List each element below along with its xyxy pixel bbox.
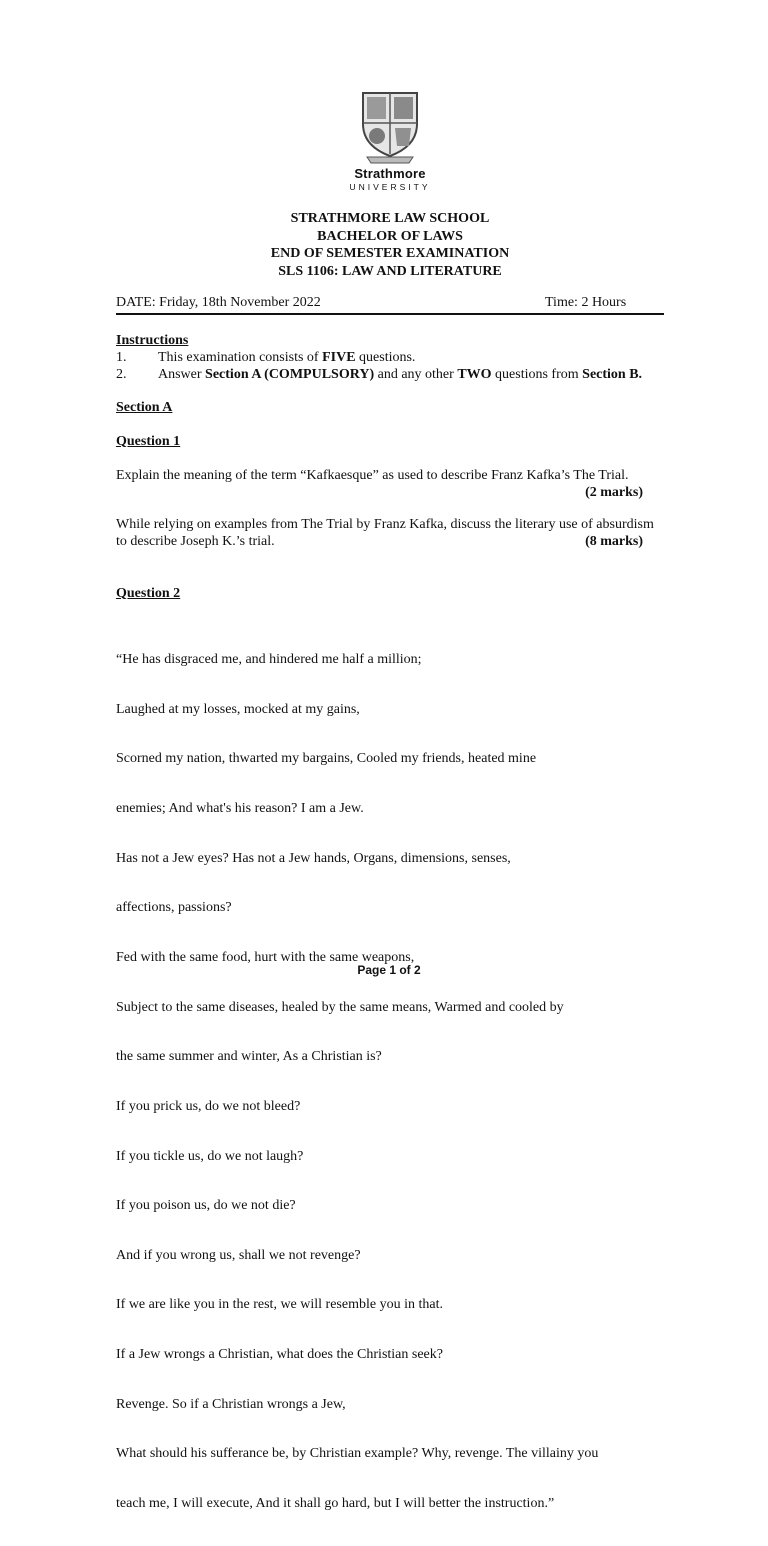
question-2-quote bbox=[116, 619, 598, 1546]
instruction-text: and any other bbox=[374, 367, 458, 382]
question-2-heading: Question 2 bbox=[116, 586, 181, 601]
instruction-text: questions. bbox=[355, 350, 416, 365]
exam-title-block bbox=[0, 210, 768, 280]
quote-line: If a Jew wrongs a Christian, what does the Christian seek? bbox=[116, 1347, 443, 1363]
school-name: STRATHMORE LAW SCHOOL bbox=[290, 211, 490, 226]
question-1-part-a bbox=[116, 467, 643, 500]
marks-label: (2 marks) bbox=[585, 485, 643, 500]
quote-line: Laughed at my losses, mocked at my gains, bbox=[116, 701, 360, 717]
instructions-heading: Instructions bbox=[116, 333, 189, 348]
question-1-part-b bbox=[116, 516, 654, 550]
quote-line: Has not a Jew eyes? Has not a Jew hands, Organs, dimensions, senses, bbox=[116, 850, 511, 866]
quote-line: And if you wrong us, shall we not revenge? bbox=[116, 1247, 361, 1263]
quote-line: Fed with the same food, hurt with the same weapons, bbox=[116, 949, 415, 965]
instruction-emphasis: FIVE bbox=[322, 350, 356, 365]
quote-line: teach me, I will execute, And it shall go hard, but I will better the instruction.” bbox=[116, 1495, 555, 1511]
exam-meta-row bbox=[116, 295, 663, 311]
quote-line: If you poison us, do we not die? bbox=[116, 1198, 296, 1214]
university-logo bbox=[340, 90, 440, 192]
instruction-emphasis: TWO bbox=[457, 367, 492, 382]
exam-duration: Time: 2 Hours bbox=[545, 295, 627, 310]
university-subtitle: UNIVERSITY bbox=[349, 182, 431, 192]
exam-type: END OF SEMESTER EXAMINATION bbox=[270, 246, 510, 261]
page-number: Page 1 of 2 bbox=[357, 963, 421, 977]
question-text: Explain the meaning of the term “Kafkaesque” as used to describe Franz Kafka’s The Trial. bbox=[116, 468, 629, 483]
instruction-text: questions from bbox=[491, 367, 583, 382]
instruction-text: This examination consists of bbox=[158, 350, 323, 365]
section-a-heading: Section A bbox=[116, 400, 173, 415]
instruction-emphasis: Section A (COMPULSORY) bbox=[205, 367, 375, 382]
instruction-number: 1. bbox=[116, 350, 127, 365]
quote-line: affections, passions? bbox=[116, 900, 232, 916]
quote-line: Revenge. So if a Christian wrongs a Jew, bbox=[116, 1396, 346, 1412]
university-name: Strathmore bbox=[354, 166, 426, 181]
quote-line: If you tickle us, do we not laugh? bbox=[116, 1148, 304, 1164]
header-divider bbox=[116, 313, 664, 315]
exam-date: DATE: Friday, 18th November 2022 bbox=[116, 295, 321, 310]
quote-line: What should his sufferance be, by Christian example? Why, revenge. The villainy you bbox=[116, 1446, 599, 1462]
quote-line: Subject to the same diseases, healed by the same means, Warmed and cooled by bbox=[116, 999, 564, 1015]
instruction-item-2 bbox=[116, 366, 642, 383]
question-1-heading: Question 1 bbox=[116, 434, 181, 449]
instruction-item-1 bbox=[116, 349, 642, 366]
instruction-emphasis: Section B. bbox=[582, 367, 643, 382]
quote-line: If we are like you in the rest, we will resemble you in that. bbox=[116, 1297, 443, 1313]
question-text-line: While relying on examples from The Trial by Franz Kafka, discuss the literary use of absurdism bbox=[116, 517, 654, 532]
university-crest-icon bbox=[359, 90, 421, 164]
quote-line: Scorned my nation, thwarted my bargains, Cooled my friends, heated mine bbox=[116, 751, 537, 767]
marks-label: (8 marks) bbox=[585, 534, 643, 549]
quote-line: “He has disgraced me, and hindered me half a million; bbox=[116, 652, 422, 668]
question-text-line: to describe Joseph K.’s trial. bbox=[116, 534, 275, 549]
quote-line: the same summer and winter, As a Christian is? bbox=[116, 1049, 382, 1065]
instruction-text: Answer bbox=[158, 367, 206, 382]
instruction-number: 2. bbox=[116, 367, 127, 382]
degree-name: BACHELOR OF LAWS bbox=[317, 228, 463, 244]
quote-line: enemies; And what's his reason? I am a Jew. bbox=[116, 801, 364, 817]
course-title: SLS 1106: LAW AND LITERATURE bbox=[278, 263, 502, 279]
instructions-block bbox=[116, 332, 642, 383]
quote-line: If you prick us, do we not bleed? bbox=[116, 1098, 301, 1114]
